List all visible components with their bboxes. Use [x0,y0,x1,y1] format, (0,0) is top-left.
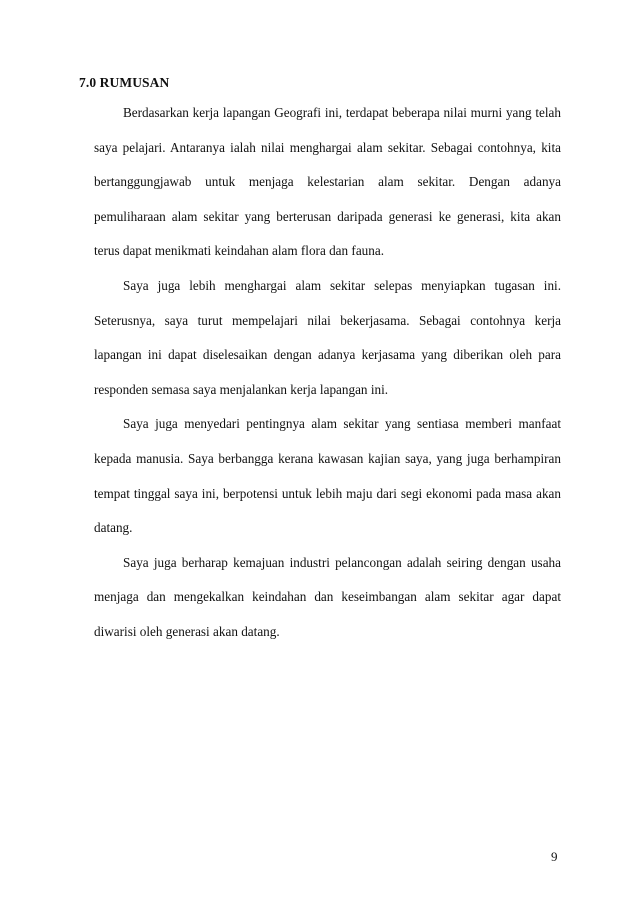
paragraph-1: Berdasarkan kerja lapangan Geografi ini, terdapat beberapa nilai murni yang telah saya pelajari. Antaranya ialah nilai menghargai alam sekitar. Sebagai contohnya, kita bertanggungjawab untuk menjaga kelestarian alam sekitar. Dengan adanya pemuliharaan alam sekitar yang berterusan daripada generasi ke generasi, kita akan terus dapat menikmati keindahan alam flora dan fauna. [94,105,561,259]
section-body [94,96,561,650]
paragraph-4: Saya juga berharap kemajuan industri pelancongan adalah seiring dengan usaha menjaga dan mengekalkan keindahan dan keseimbangan alam sekitar agar dapat diwarisi oleh generasi akan datang. [94,554,561,639]
paragraph-3: Saya juga menyedari pentingnya alam sekitar yang sentiasa memberi manfaat kepada manusia. Saya berbangga kerana kawasan kajian saya, yang juga berhampiran tempat tinggal saya ini, berpotensi untuk lebih maju dari segi ekonomi pada masa akan datang. [94,416,561,536]
page-number: 9 [551,849,558,864]
section-heading: 7.0 RUMUSAN [79,75,170,90]
paragraph-2: Saya juga lebih menghargai alam sekitar selepas menyiapkan tugasan ini. Seterusnya, saya turut mempelajari nilai bekerjasama. Sebagai contohnya kerja lapangan ini dapat diselesaikan dengan adanya kerjasama yang diberikan oleh para responden semasa saya menjalankan kerja lapangan ini. [94,277,561,397]
